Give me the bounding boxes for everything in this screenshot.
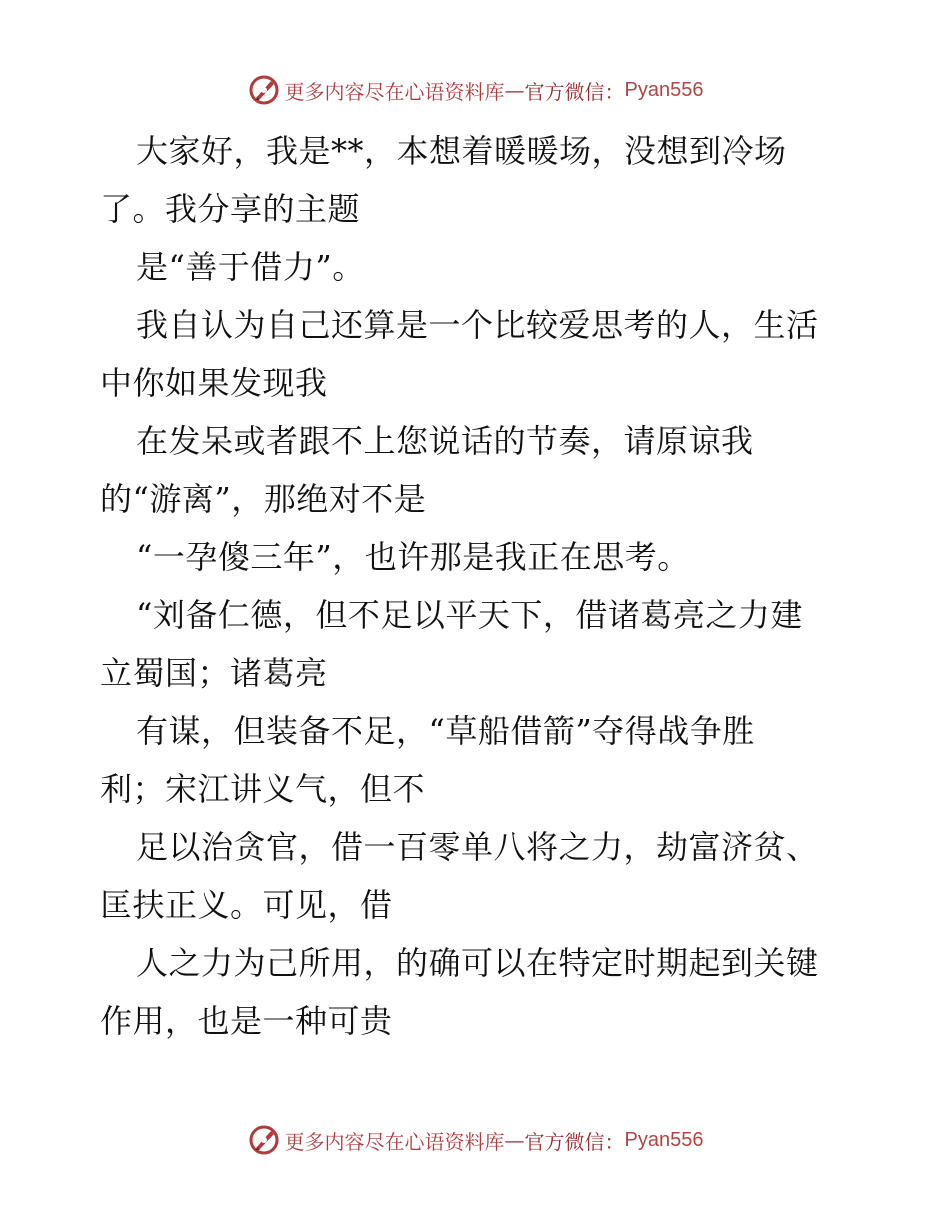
text-line: 在发呆或者跟不上您说话的节奏，请原谅我 bbox=[136, 422, 754, 460]
text-line: 中你如果发现我 bbox=[100, 364, 328, 402]
header-banner-text: 更多内容尽在心语资料库 bbox=[284, 79, 505, 104]
text-line: 足以治贪官，借一百零单八将之力，劫富济贫、 bbox=[136, 828, 819, 866]
text-line: 立蜀国；诸葛亮 bbox=[100, 654, 328, 692]
footer-banner bbox=[0, 1120, 950, 1160]
text-line: 的“游离”，那绝对不是 bbox=[100, 480, 427, 518]
text-line: 匡扶正义。可见，借 bbox=[100, 886, 393, 924]
header-banner-dash: — bbox=[504, 78, 525, 102]
text-line: “一孕傻三年”，也许那是我正在思考。 bbox=[136, 538, 690, 576]
text-line: 我自认为自己还算是一个比较爱思考的人，生活 bbox=[136, 306, 819, 344]
quill-pen-logo-icon bbox=[247, 73, 281, 107]
text-line: 利；宋江讲义气，但不 bbox=[100, 770, 426, 808]
footer-banner-wechat-id: Pyan556 bbox=[624, 1128, 704, 1151]
header-banner bbox=[0, 70, 950, 110]
header-banner-wechat-id: Pyan556 bbox=[624, 78, 704, 101]
quill-pen-logo-icon bbox=[247, 1123, 281, 1157]
text-line: 是“善于借力”。 bbox=[136, 248, 365, 286]
footer-banner-text: 更多内容尽在心语资料库 bbox=[284, 1129, 505, 1154]
text-line: 人之力为己所用，的确可以在特定时期起到关键 bbox=[136, 944, 819, 982]
text-line: “刘备仁德，但不足以平天下，借诸葛亮之力建 bbox=[136, 596, 803, 634]
text-line: 大家好，我是**，本想着暖暖场，没想到冷场 bbox=[136, 132, 787, 170]
text-line: 作用，也是一种可贵 bbox=[100, 1002, 393, 1040]
body-text bbox=[100, 122, 860, 1050]
header-banner-wechat-label: 官方微信： bbox=[524, 79, 625, 104]
text-line: 了。我分享的主题 bbox=[100, 190, 361, 228]
text-line: 有谋，但装备不足，“草船借箭”夺得战争胜 bbox=[136, 712, 755, 750]
footer-banner-dash: — bbox=[504, 1128, 525, 1152]
footer-banner-wechat-label: 官方微信： bbox=[524, 1129, 625, 1154]
